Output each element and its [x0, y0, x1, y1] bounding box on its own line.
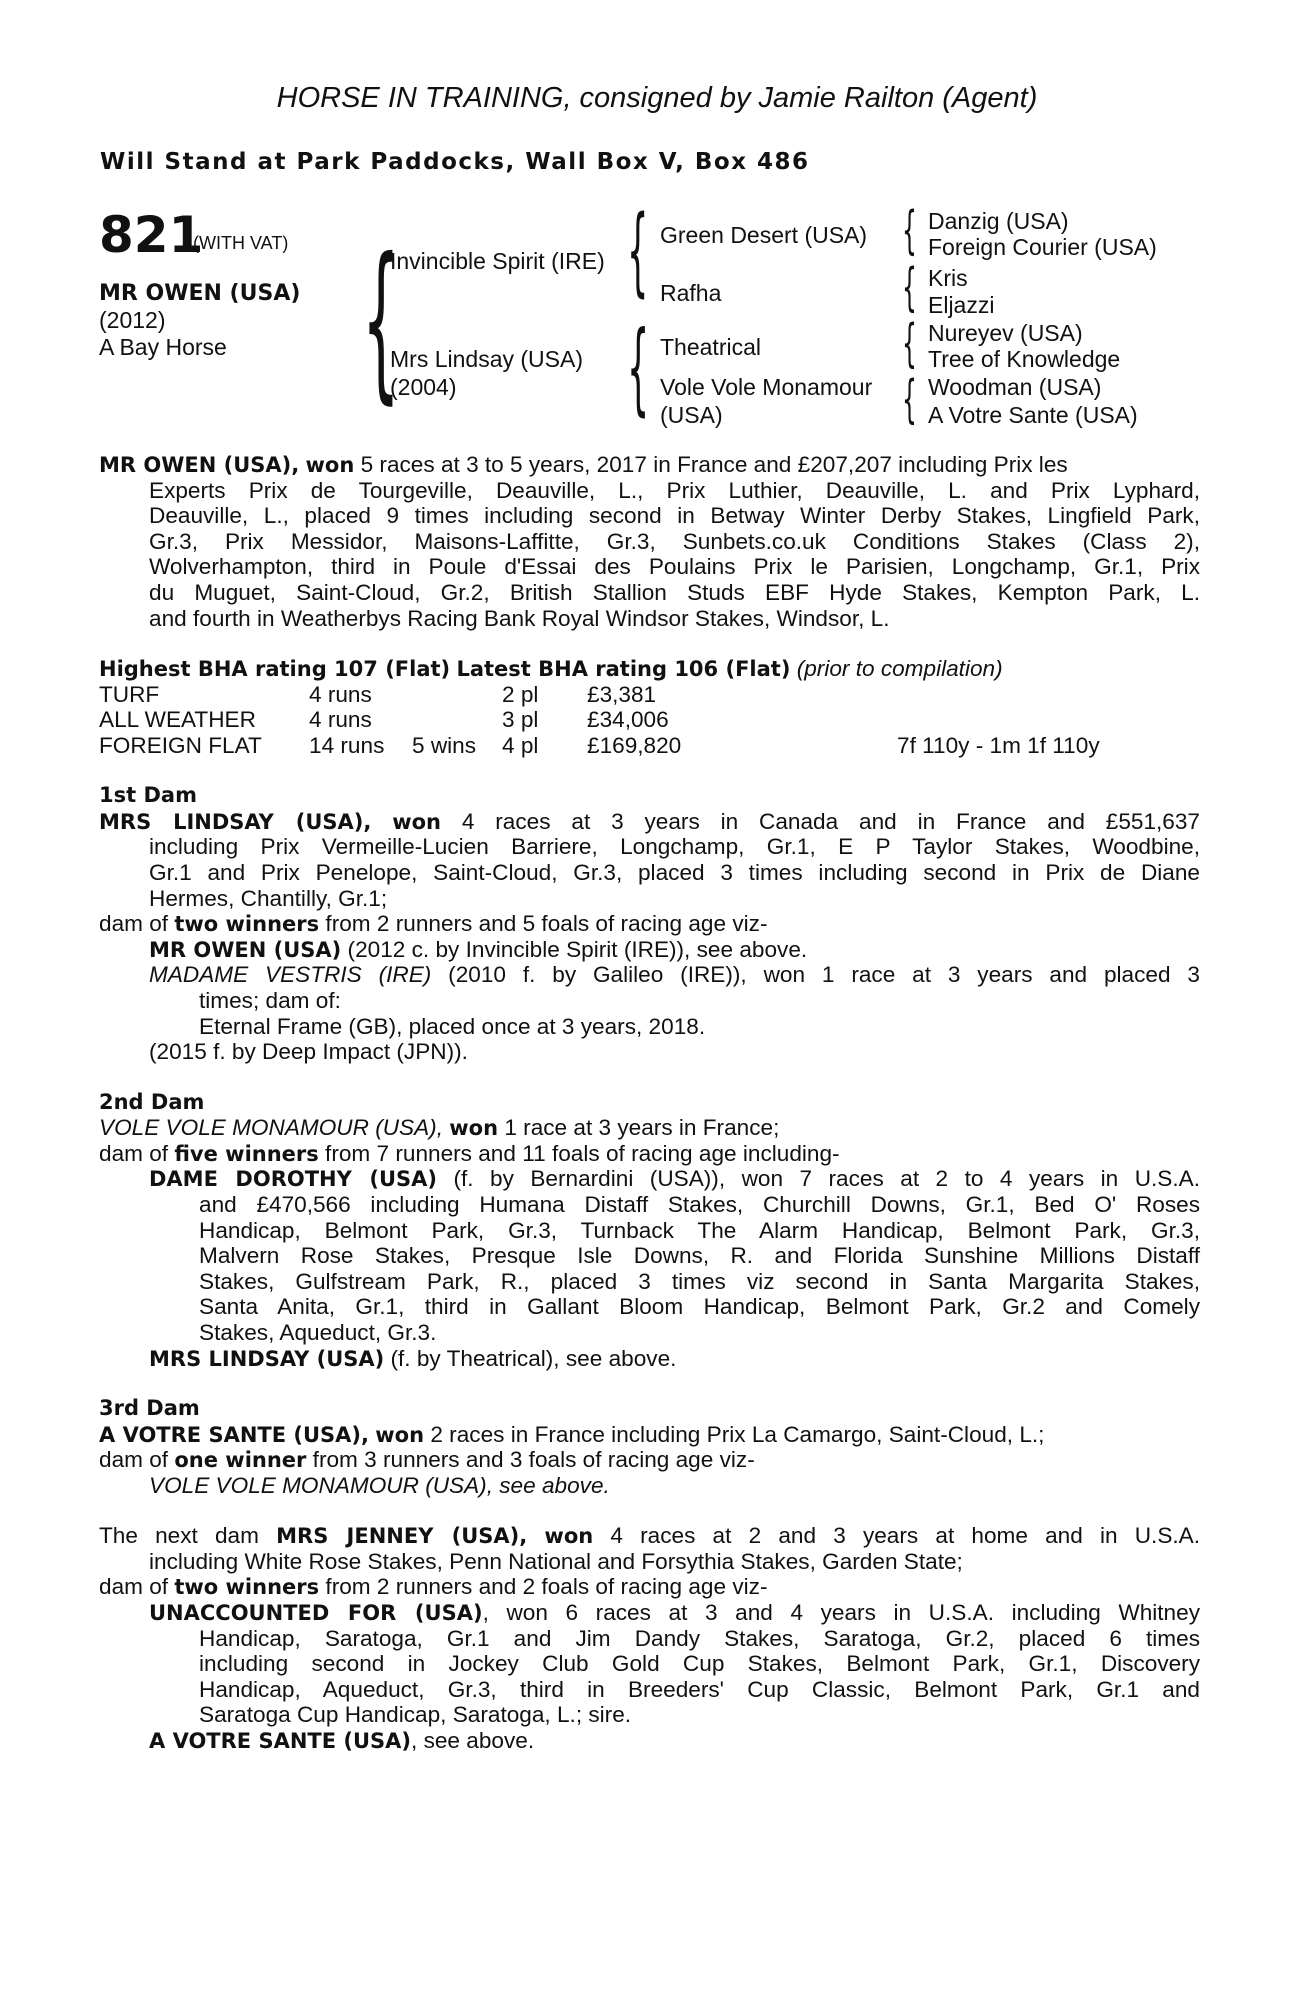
progeny-name: MRS LINDSAY (USA) [149, 1346, 385, 1371]
progeny-text: , see above. [411, 1728, 535, 1753]
dam2-progeny-line: Santa Anita, Gr.1, third in Gallant Bloom Handicap, Belmont Park, Gr.2 and Comely [199, 1294, 1200, 1320]
dam1-dam-of [99, 911, 767, 938]
dam4-progeny-line: Saratoga Cup Handicap, Saratoga, L.; sire. [199, 1702, 632, 1728]
dam3-heading: 3rd Dam [99, 1396, 200, 1420]
dam2-progeny-line: Stakes, Aqueduct, Gr.3. [199, 1320, 437, 1345]
runners-text: from 2 runners and 2 foals of racing age viz- [325, 1574, 768, 1600]
pedigree-sire-dam: Rafha [660, 280, 722, 306]
record-line: Deauville, L., placed 9 times including second in Betway Winter Derby Stakes, Lingfield Park, [149, 503, 1200, 529]
winners-count: five winners [174, 1141, 319, 1166]
dam2-name: VOLE VOLE MONAMOUR (USA), [99, 1115, 443, 1141]
dam2-progeny-2 [149, 1346, 676, 1373]
stats-surface: ALL WEATHER [99, 707, 256, 733]
record-line: Wolverhampton, third in Poule d'Essai des Poulains Prix le Parisien, Longchamp, Gr.1, Prix [149, 554, 1200, 580]
record-line: du Muguet, Saint-Cloud, Gr.2, British Stallion Studs EBF Hyde Stakes, Kempton Park, L. [149, 580, 1200, 605]
dam-of-text: dam of [99, 1447, 169, 1473]
dam2-heading: 2nd Dam [99, 1089, 205, 1114]
dam4-won: won [544, 1524, 594, 1549]
record-line: and fourth in Weatherbys Racing Bank Royal Windsor Stakes, Windsor, L. [149, 605, 890, 631]
pedigree-dam-dam: Vole Vole Monamour [660, 374, 873, 400]
progeny-name: MADAME VESTRIS (IRE) [149, 962, 432, 988]
pedigree-ssd: Foreign Courier (USA) [928, 234, 1157, 260]
pedigree-dam: Mrs Lindsay (USA) [390, 346, 583, 372]
record-horse-name: MR OWEN (USA), [99, 453, 300, 477]
stats-distance: 7f 110y - 1m 1f 110y [897, 732, 1100, 758]
progeny-name: UNACCOUNTED FOR (USA) [149, 1601, 483, 1625]
pedigree-brace-main: { [362, 222, 400, 420]
dam-of-text: dam of [99, 1140, 169, 1166]
pedigree-brace-g3: { [902, 314, 917, 374]
dam2-dam-of [99, 1141, 840, 1168]
dam-of-text: dam of [99, 911, 169, 937]
pedigree-sire: Invincible Spirit (IRE) [390, 248, 605, 274]
dam4-progeny-line: Handicap, Saratoga, Gr.1 and Jim Dandy Stakes, Saratoga, Gr.2, placed 6 times [199, 1625, 1200, 1651]
pedigree-dam-dam-origin: (USA) [660, 402, 723, 428]
progeny-text: (2010 f. by Galileo (IRE)), won 1 race at 3 years and placed 3 [448, 962, 1200, 988]
stats-placed: 2 pl [502, 681, 539, 707]
horse-name: MR OWEN (USA) [99, 281, 301, 306]
ratings-note: (prior to compilation) [796, 656, 1003, 681]
progeny-name: MR OWEN (USA) [149, 937, 342, 962]
progeny-text: (2012 c. by Invincible Spirit (IRE)), see above. [347, 936, 808, 962]
stats-earnings: £169,820 [587, 732, 682, 758]
dam2-text: 1 race at 3 years in France; [504, 1115, 780, 1141]
pedigree-sds: Kris [928, 265, 968, 291]
pedigree-dds: Woodman (USA) [928, 374, 1102, 400]
dam1-line-4: Hermes, Chantilly, Gr.1; [149, 885, 388, 911]
dam3-line-1 [99, 1422, 1044, 1449]
progeny-text: , won 6 races at 3 and 4 years in U.S.A. including Whitney [482, 1600, 1200, 1625]
runners-text: from 2 runners and 5 foals of racing age viz- [325, 911, 768, 937]
dam4-intro: The next dam [99, 1523, 259, 1549]
winners-count: two winners [174, 912, 320, 937]
record-line: Experts Prix de Tourgeville, Deauville, L., Prix Luthier, Deauville, L. and Prix Lyphard, [149, 477, 1200, 503]
dam4-line-2: including White Rose Stakes, Penn National and Forsythia Stakes, Garden State; [149, 1548, 963, 1574]
dam-of-text: dam of [99, 1574, 169, 1600]
record-line: Gr.3, Prix Messidor, Maisons-Laffitte, Gr.3, Sunbets.co.uk Conditions Stakes (Class 2), [149, 528, 1200, 554]
dam2-progeny-line: and £470,566 including Humana Distaff Stakes, Churchill Downs, Gr.1, Bed O' Roses [199, 1192, 1200, 1217]
page-title: HORSE IN TRAINING, consigned by Jamie Railton (Agent) [276, 82, 1038, 114]
record-line: 5 races at 3 to 5 years, 2017 in France and £207,207 including Prix les [360, 452, 1068, 477]
stats-earnings: £34,006 [587, 707, 669, 733]
ratings-line [99, 656, 1003, 683]
highest-rating: Highest BHA rating 107 (Flat) [99, 657, 451, 681]
dam3-text: 2 races in France including Prix La Camargo, Saint-Cloud, L.; [430, 1421, 1045, 1447]
progeny-name: A VOTRE SANTE (USA) [149, 1729, 412, 1753]
pedigree-sss: Danzig (USA) [928, 208, 1069, 234]
stand-location: Will Stand at Park Paddocks, Wall Box V, Box 486 [100, 149, 810, 175]
pedigree-brace-dam: { [627, 309, 650, 426]
dam2-progeny-line: Malvern Rose Stakes, Presque Isle Downs, R. and Florida Sunshine Millions Distaff [199, 1243, 1200, 1269]
pedigree-brace-g4: { [902, 370, 917, 430]
pedigree-sire-sire: Green Desert (USA) [660, 222, 868, 248]
stats-placed: 4 pl [502, 732, 539, 758]
stats-surface: TURF [99, 681, 160, 707]
dam4-name: MRS JENNEY (USA), [276, 1524, 528, 1549]
stats-runs: 14 runs [309, 732, 385, 758]
progeny-name: DAME DOROTHY (USA) [149, 1167, 437, 1192]
dam1-text: 4 races at 3 years in Canada and in France and £551,637 [461, 808, 1200, 834]
pedigree-brace-g1: { [902, 201, 917, 261]
dam1-heading: 1st Dam [99, 783, 197, 808]
stats-runs: 4 runs [309, 707, 372, 733]
dam2-progeny-1 [149, 1166, 1200, 1193]
pedigree-sdd: Eljazzi [928, 292, 995, 318]
dam2-won: won [449, 1116, 499, 1141]
dam1-progeny-2-cont: times; dam of: [199, 988, 341, 1013]
record-won: won [305, 453, 355, 477]
dam4-progeny-1 [149, 1600, 1200, 1627]
stats-surface: FOREIGN FLAT [99, 732, 262, 758]
pedigree-brace-g2: { [902, 258, 917, 318]
dam3-progeny-1: VOLE VOLE MONAMOUR (USA), see above. [149, 1472, 610, 1498]
dam4-line-1 [99, 1523, 1200, 1550]
pedigree-dss: Nureyev (USA) [928, 320, 1083, 346]
vat-label: (WITH VAT) [193, 233, 289, 253]
dam1-line-3: Gr.1 and Prix Penelope, Saint-Cloud, Gr.3, placed 3 times including second in Prix de Diane [149, 860, 1200, 885]
winners-count: two winners [174, 1575, 320, 1600]
dam1-progeny-3: (2015 f. by Deep Impact (JPN)). [149, 1039, 468, 1065]
dam3-won: won [375, 1422, 425, 1447]
stats-runs: 4 runs [309, 681, 372, 707]
dam3-name: A VOTRE SANTE (USA), [99, 1422, 369, 1447]
dam1-line-1 [99, 809, 1200, 836]
dam1-line-2: including Prix Vermeille-Lucien Barriere, Longchamp, Gr.1, E P Taylor Stakes, Woodbine, [149, 834, 1200, 860]
dam3-dam-of [99, 1447, 755, 1474]
dam1-won: won [392, 809, 441, 834]
record-first-line [99, 452, 1068, 479]
horse-description: A Bay Horse [99, 334, 227, 360]
pedigree-dam-sire: Theatrical [660, 334, 761, 360]
dam4-progeny-2 [149, 1728, 534, 1755]
stats-placed: 3 pl [502, 707, 539, 733]
horse-year: (2012) [99, 307, 166, 333]
dam2-progeny-line: Stakes, Gulfstream Park, R., placed 3 times viz second in Santa Margarita Stakes, [199, 1268, 1200, 1294]
dam4-progeny-line: including second in Jockey Club Gold Cup Stakes, Belmont Park, Gr.1, Discovery [199, 1651, 1200, 1677]
progeny-text: (f. by Theatrical), see above. [390, 1345, 677, 1371]
progeny-text: (f. by Bernardini (USA)), won 7 races at 2 to 4 years in U.S.A. [453, 1166, 1201, 1192]
dam1-progeny-2 [149, 962, 1200, 988]
dam4-dam-of [99, 1574, 767, 1601]
dam1-grand-progeny: Eternal Frame (GB), placed once at 3 years, 2018. [199, 1013, 706, 1039]
pedigree-dam-year: (2004) [390, 374, 457, 400]
latest-rating: Latest BHA rating 106 (Flat) [456, 657, 791, 681]
runners-text: from 3 runners and 3 foals of racing age viz- [312, 1447, 755, 1473]
dam4-text: 4 races at 2 and 3 years at home and in U.S.A. [610, 1523, 1201, 1549]
pedigree-dsd: Tree of Knowledge [928, 346, 1121, 372]
stats-earnings: £3,381 [587, 681, 657, 707]
dam4-progeny-line: Handicap, Aqueduct, Gr.3, third in Breeders' Cup Classic, Belmont Park, Gr.1 and [199, 1676, 1200, 1702]
dam2-line-1 [99, 1115, 779, 1142]
runners-text: from 7 runners and 11 foals of racing age including- [325, 1140, 840, 1166]
dam1-progeny-1 [149, 937, 807, 964]
pedigree-brace-sire: { [627, 195, 649, 307]
winners-count: one winner [174, 1448, 307, 1473]
pedigree-ddd: A Votre Sante (USA) [928, 402, 1138, 428]
dam2-progeny-line: Handicap, Belmont Park, Gr.3, Turnback The Alarm Handicap, Belmont Park, Gr.3, [199, 1217, 1200, 1243]
stats-wins: 5 wins [412, 732, 477, 758]
dam1-name: MRS LINDSAY (USA), [99, 809, 372, 834]
lot-number: 821 [99, 206, 204, 264]
